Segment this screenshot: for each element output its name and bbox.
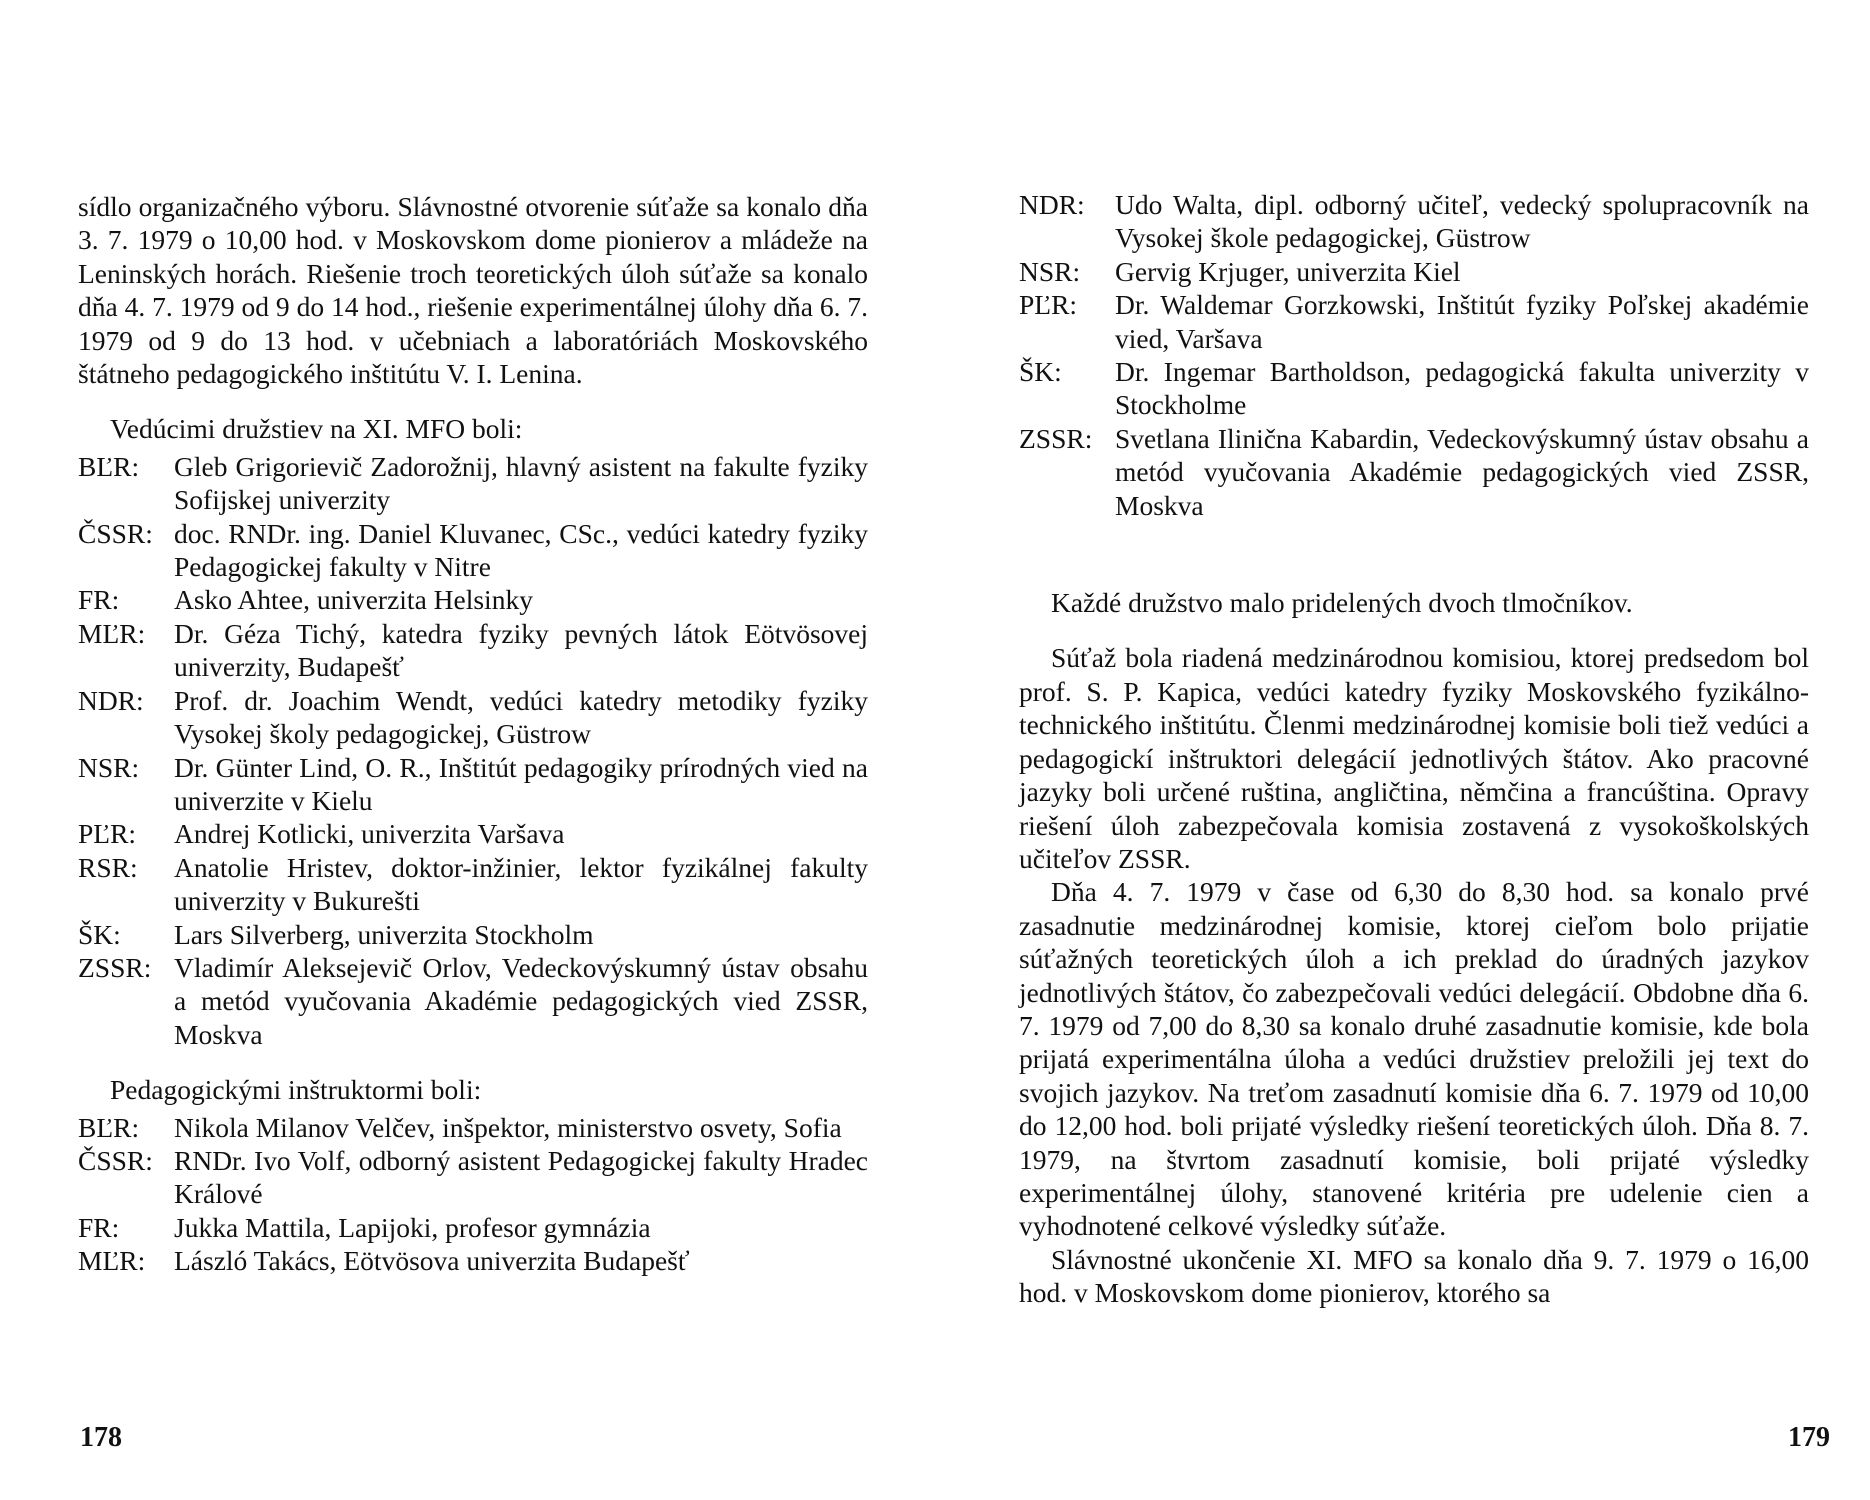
entry-text: Prof. dr. Joachim Wendt, vedúci katedry metodiky fyziky Vysokej školy pedagogickej, Güstrow [174, 684, 868, 750]
list-item [78, 951, 868, 1051]
list-item [1019, 355, 1809, 422]
list-item [78, 918, 868, 951]
entry-text: Asko Ahtee, univerzita Helsinky [174, 584, 533, 616]
entry-text: Nikola Milanov Velčev, inšpektor, ministerstvo osvety, Sofia [174, 1111, 842, 1143]
instructors-heading: Pedagogickými inštruktormi boli: [110, 1074, 482, 1106]
page-number: 178 [80, 1422, 122, 1453]
entry-text: Vladimír Aleksejevič Orlov, Vedeckovýskumný ústav obsahu a metód vyučovania Akadémie pedagogických vied ZSSR, Moskva [174, 951, 868, 1050]
country-code: PĽR: [1019, 289, 1078, 321]
entry-text: Jukka Mattila, Lapijoki, profesor gymnázia [174, 1211, 651, 1243]
entry-text: Svetlana Iliničn​a Kabardin, Vedeckovýskumný ústav obsahu a metód vyučovania Akadémie pedagogických vied ZSSR, Moskva [1115, 422, 1809, 521]
instructors-list [78, 1111, 868, 1278]
country-code: MĽR: [78, 1245, 146, 1277]
list-item [1019, 188, 1809, 255]
interpreters-paragraph: Každé družstvo malo pridelených dvoch tlmočníkov. [1051, 587, 1633, 619]
country-code: ČSSR: [78, 517, 153, 549]
right-page [935, 0, 1870, 1500]
closing-paragraph: Slávnostné ukončenie XI. MFO sa konalo dňa 9. 7. 1979 o 16,00 hod. v Moskovskom dome pionierov, ktorého sa [1019, 1243, 1809, 1309]
spacer [1019, 522, 1809, 586]
country-code: NSR: [78, 751, 140, 783]
entry-text: Gleb Grigorievič Zadorožnij, hlavný asistent na fakulte fyziky Sofijskej univerzity [174, 450, 868, 516]
list-item [78, 583, 868, 616]
country-code: FR: [78, 584, 120, 616]
entry-text: Anatolie Hristev, doktor-inžinier, lektor fyzikálnej fakulty univerzity v Bukurešti [174, 851, 868, 917]
entry-text: RNDr. Ivo Volf, odborný asistent Pedagogickej fakulty Hradec Králové [174, 1144, 868, 1210]
list-item [78, 1144, 868, 1211]
leaders-heading: Vedúcimi družstiev na XI. MFO boli: [110, 413, 523, 445]
entry-text: Gervig Krjuger, univerzita Kiel [1115, 255, 1461, 287]
left-column [78, 190, 868, 1278]
entry-text: Lars Silverberg, univerzita Stockholm [174, 918, 594, 950]
entry-text: Andrej Kotlicki, univerzita Varšava [174, 818, 565, 850]
country-code: RSR: [78, 851, 138, 883]
country-code: ZSSR: [78, 951, 152, 983]
entry-text: doc. RNDr. ing. Daniel Kluvanec, CSc., vedúci katedry fyziky Pedagogickej fakulty v Nitre [174, 517, 868, 583]
country-code: BĽR: [78, 1111, 140, 1143]
list-item [78, 450, 868, 517]
list-item [1019, 288, 1809, 355]
instructors-list-continued [1019, 188, 1809, 522]
country-code: ŠK: [1019, 356, 1062, 388]
entry-text: Dr. Ingemar Bartholdson, pedagogická fakulta univerzity v Stockholme [1115, 356, 1809, 421]
meetings-paragraph: Dňa 4. 7. 1979 v čase od 6,30 do 8,30 hod. sa konalo prvé zasadnutie medzinárodnej komisie, ktorej cieľom bolo prijatie súťažných teoretických úloh a ich preklad do úradných jazykov jednotlivých štátov, čo zabezpečovali vedúci delegácií. Obdobne dňa 6. 7. 1979 od 7,00 do 8,30 sa konalo druhé zasadnutie komisie, kde bola prijatá experimentálna úloha a vedúci družstiev preložili jej text do svojich jazykov. Na treťom zasadnutí komisie dňa 6. 7. 1979 od 10,00 do 12,00 hod. boli prijaté výsledky riešení teoretických úloh. Dňa 8. 7. 1979, na štvrtom zasadnutí komisie, boli prijaté výsledky experimentálnej úlohy, stanovené kritéria pre udelenie cien a vyhodnotené celkové výsledky súťaže. [1019, 876, 1809, 1242]
list-item [78, 817, 868, 850]
country-code: MĽR: [78, 617, 146, 649]
list-item [78, 1211, 868, 1244]
country-code: ZSSR: [1019, 422, 1093, 454]
commission-paragraph: Súťaž bola riadená medzinárodnou komisiou, ktorej predsedom bol prof. S. P. Kapica, vedúci katedry fyziky Moskovského fyzikálno-technického inštitútu. Členmi medzinárodnej komisie boli tiež vedúci a pedagogickí inštruktori delegácií jednotlivých štátov. Ako pracovné jazyky boli určené ruština, angličtina, němčina a francúština. Opravy riešení úloh zabezpečovala komisia zostavená z vysokoškolských učiteľov ZSSR. [1019, 642, 1809, 874]
right-column [1019, 188, 1809, 1310]
country-code: NSR: [1019, 255, 1081, 287]
country-code: BĽR: [78, 450, 140, 482]
entry-text: Dr. Géza Tichý, katedra fyziky pevných látok Eötvösovej univerzity, Budapešť [174, 617, 868, 683]
list-item [78, 751, 868, 818]
entry-text: Dr. Waldemar Gorzkowski, Inštitút fyziky Poľskej akadémie vied, Varšava [1115, 289, 1809, 354]
country-code: FR: [78, 1211, 120, 1243]
intro-paragraph: sídlo organizačného výboru. Slávnostné otvorenie súťaže sa konalo dňa 3. 7. 1979 o 10,00 hod. v Moskovskom dome pionierov a mládeže na Leninských horách. Riešenie troch teoretických úloh súťaže sa konalo dňa 4. 7. 1979 od 9 do 14 hod., riešenie experimentálnej úlohy dňa 6. 7. 1979 od 9 do 13 hod. v učebniach a laboratóriách Moskovského štátneho pedagogického inštitútu V. I. Lenina. [78, 191, 868, 390]
entry-text: Udo Walta, dipl. odborný učiteľ, vedecký spolupracovník na Vysokej škole pedagogickej, Güstrow [1115, 189, 1809, 254]
entry-text: Dr. Günter Lind, O. R., Inštitút pedagogiky prírodných vied na univerzite v Kielu [174, 751, 868, 816]
country-code: PĽR: [78, 818, 137, 850]
country-code: ŠK: [78, 918, 121, 950]
list-item [78, 684, 868, 751]
list-item [1019, 422, 1809, 522]
country-code: ČSSR: [78, 1144, 153, 1176]
page-number: 179 [1788, 1422, 1830, 1453]
list-item [78, 1244, 868, 1277]
spacer [1019, 619, 1809, 641]
list-item [78, 617, 868, 684]
list-item [1019, 255, 1809, 288]
country-code: NDR: [1019, 189, 1085, 220]
leaders-list [78, 450, 868, 1051]
country-code: NDR: [78, 684, 144, 716]
entry-text: László Takács, Eötvösova univerzita Budapešť [174, 1245, 690, 1277]
list-item [78, 517, 868, 584]
list-item [78, 1111, 868, 1144]
list-item [78, 851, 868, 918]
